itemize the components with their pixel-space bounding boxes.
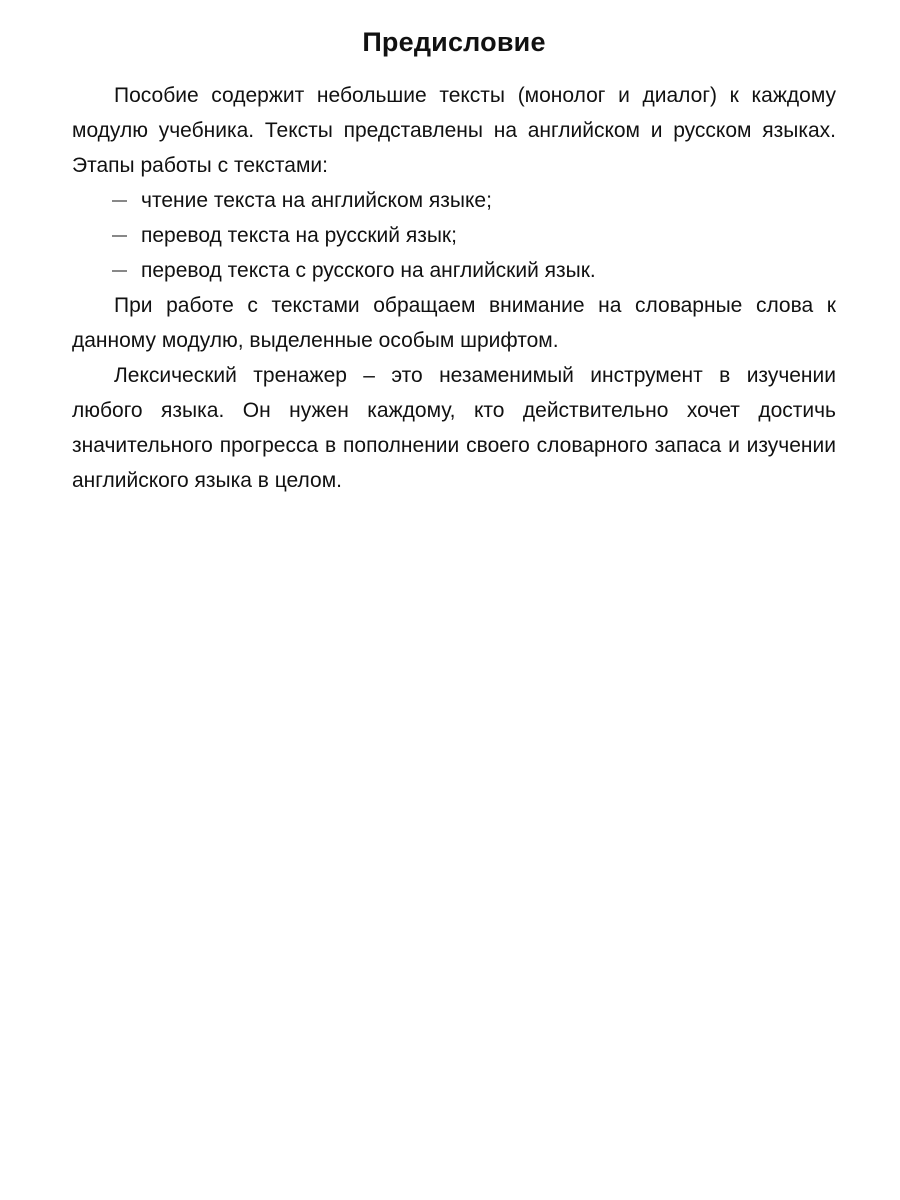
paragraph-trainer: Лексический тренажер – это незаменимый инструмент в изучении любого языка. Он нужен каждому, кто действительно хочет достичь значительного прогресса в пополнении своего словарного запаса и изучении английского языка в целом. xyxy=(72,364,836,492)
paragraph-vocabulary: При работе с текстами обращаем внимание на словарные слова к данному модулю, выделенные особым шрифтом. xyxy=(72,294,836,352)
dash-bullet-icon: — xyxy=(112,227,127,244)
list-item-text: перевод текста с русского на английский язык. xyxy=(141,259,596,282)
list-item xyxy=(72,253,836,288)
dash-bullet-icon: — xyxy=(112,262,127,279)
list-item-text: чтение текста на английском языке; xyxy=(141,189,492,212)
list-item xyxy=(72,183,836,218)
list-item xyxy=(72,218,836,253)
list-item-text: перевод текста на русский язык; xyxy=(141,224,457,247)
work-stages-list xyxy=(72,183,836,288)
document-page xyxy=(72,22,836,498)
dash-bullet-icon: — xyxy=(112,192,127,209)
paragraph-intro: Пособие содержит небольшие тексты (монолог и диалог) к каждому модулю учебника. Тексты представлены на английском и русском языках. Этапы работы с текстами: xyxy=(72,84,836,177)
page-title: Предисловие xyxy=(362,27,546,57)
